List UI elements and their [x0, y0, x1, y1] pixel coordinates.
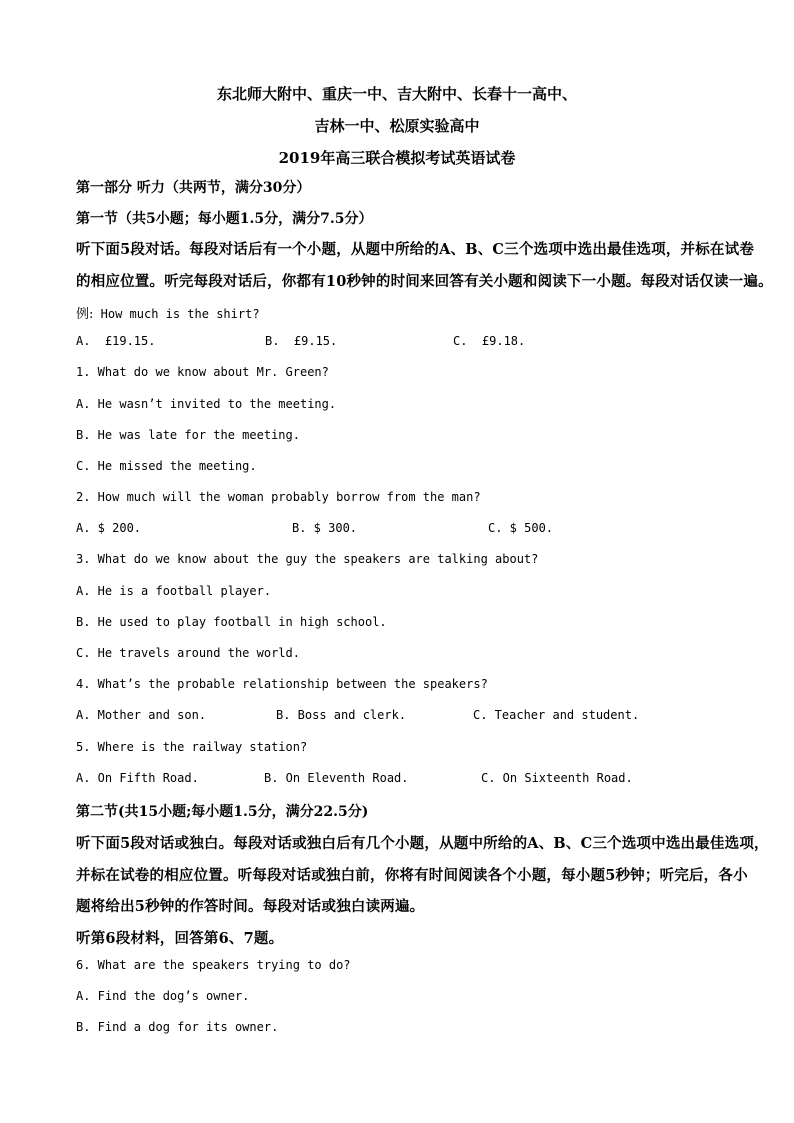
question-1-option-b: B. He was late for the meeting.: [76, 428, 300, 442]
question-2-option-a: A. $ 200.: [76, 521, 142, 535]
exam-title-line-3: 2019年高三联合模拟考试英语试卷: [278, 149, 516, 167]
question-3-option-a: A. He is a football player.: [76, 584, 272, 598]
section2-heading: 第二节(共15小题;每小题1.5分，满分22.5分): [76, 804, 369, 820]
question-4-option-a: A. Mother and son.: [76, 708, 207, 722]
question-1-option-c: C. He missed the meeting.: [76, 459, 257, 473]
question-5-option-b: B. On Eleventh Road.: [264, 771, 409, 785]
question-5: 5. Where is the railway station?: [76, 740, 308, 754]
question-6-option-b: B. Find a dog for its owner.: [76, 1020, 279, 1034]
section2-instructions-line-2: 并标在试卷的相应位置。听每段对话或独白前，你将有时间阅读各个小题，每小题5秒钟；听完后，各小: [76, 867, 748, 884]
question-1-option-a: A. He wasn’t invited to the meeting.: [76, 397, 337, 411]
question-5-option-c: C. On Sixteenth Road.: [481, 771, 633, 785]
example-question-text: How much is the shirt?: [93, 307, 260, 321]
section1-instructions-line-2: 的相应位置。听完每段对话后，你都有10秒钟的时间来回答有关小题和阅读下一小题。每段对话仅读一遍。: [76, 273, 773, 290]
section2-instructions-line-1: 听下面5段对话或独白。每段对话或独白后有几个小题，从题中所给的A、B、C三个选项中选出最佳选项，: [76, 835, 769, 852]
question-5-option-a: A. On Fifth Road.: [76, 771, 199, 785]
question-3: 3. What do we know about the guy the speakers are talking about?: [76, 552, 539, 566]
question-2: 2. How much will the woman probably borrow from the man?: [76, 490, 481, 504]
section2-instructions-line-3: 题将给出5秒钟的作答时间。每段对话或独白读两遍。: [76, 898, 425, 915]
question-3-option-b: B. He used to play football in high school.: [76, 615, 387, 629]
example-option-b: B. £9.15.: [265, 334, 338, 348]
example-option-c: C. £9.18.: [453, 334, 526, 348]
exam-title-line-2: 吉林一中、松原实验高中: [314, 117, 480, 135]
question-4-option-b: B. Boss and clerk.: [276, 708, 407, 722]
material-6-heading: 听第6段材料，回答第6、7题。: [76, 930, 284, 947]
question-2-option-c: C. $ 500.: [488, 521, 554, 535]
question-4-option-c: C. Teacher and student.: [473, 708, 640, 722]
example-question: [76, 303, 260, 322]
question-3-option-c: C. He travels around the world.: [76, 646, 300, 660]
question-1: 1. What do we know about Mr. Green?: [76, 365, 329, 379]
section1-heading: 第一节（共5小题；每小题1.5分，满分7.5分）: [76, 211, 373, 227]
exam-title-line-1: 东北师大附中、重庆一中、吉大附中、长春十一高中、: [216, 85, 577, 103]
question-4: 4. What’s the probable relationship between the speakers?: [76, 677, 488, 691]
example-prefix: 例:: [76, 307, 94, 322]
section1-instructions-line-1: 听下面5段对话。每段对话后有一个小题，从题中所给的A、B、C三个选项中选出最佳选项，并标在试卷: [76, 241, 755, 258]
question-6-option-a: A. Find the dog’s owner.: [76, 989, 250, 1003]
question-2-option-b: B. $ 300.: [292, 521, 358, 535]
part1-heading: 第一部分 听力（共两节，满分30分）: [76, 180, 311, 196]
example-option-a: A. £19.15.: [76, 334, 156, 348]
question-6: 6. What are the speakers trying to do?: [76, 958, 351, 972]
